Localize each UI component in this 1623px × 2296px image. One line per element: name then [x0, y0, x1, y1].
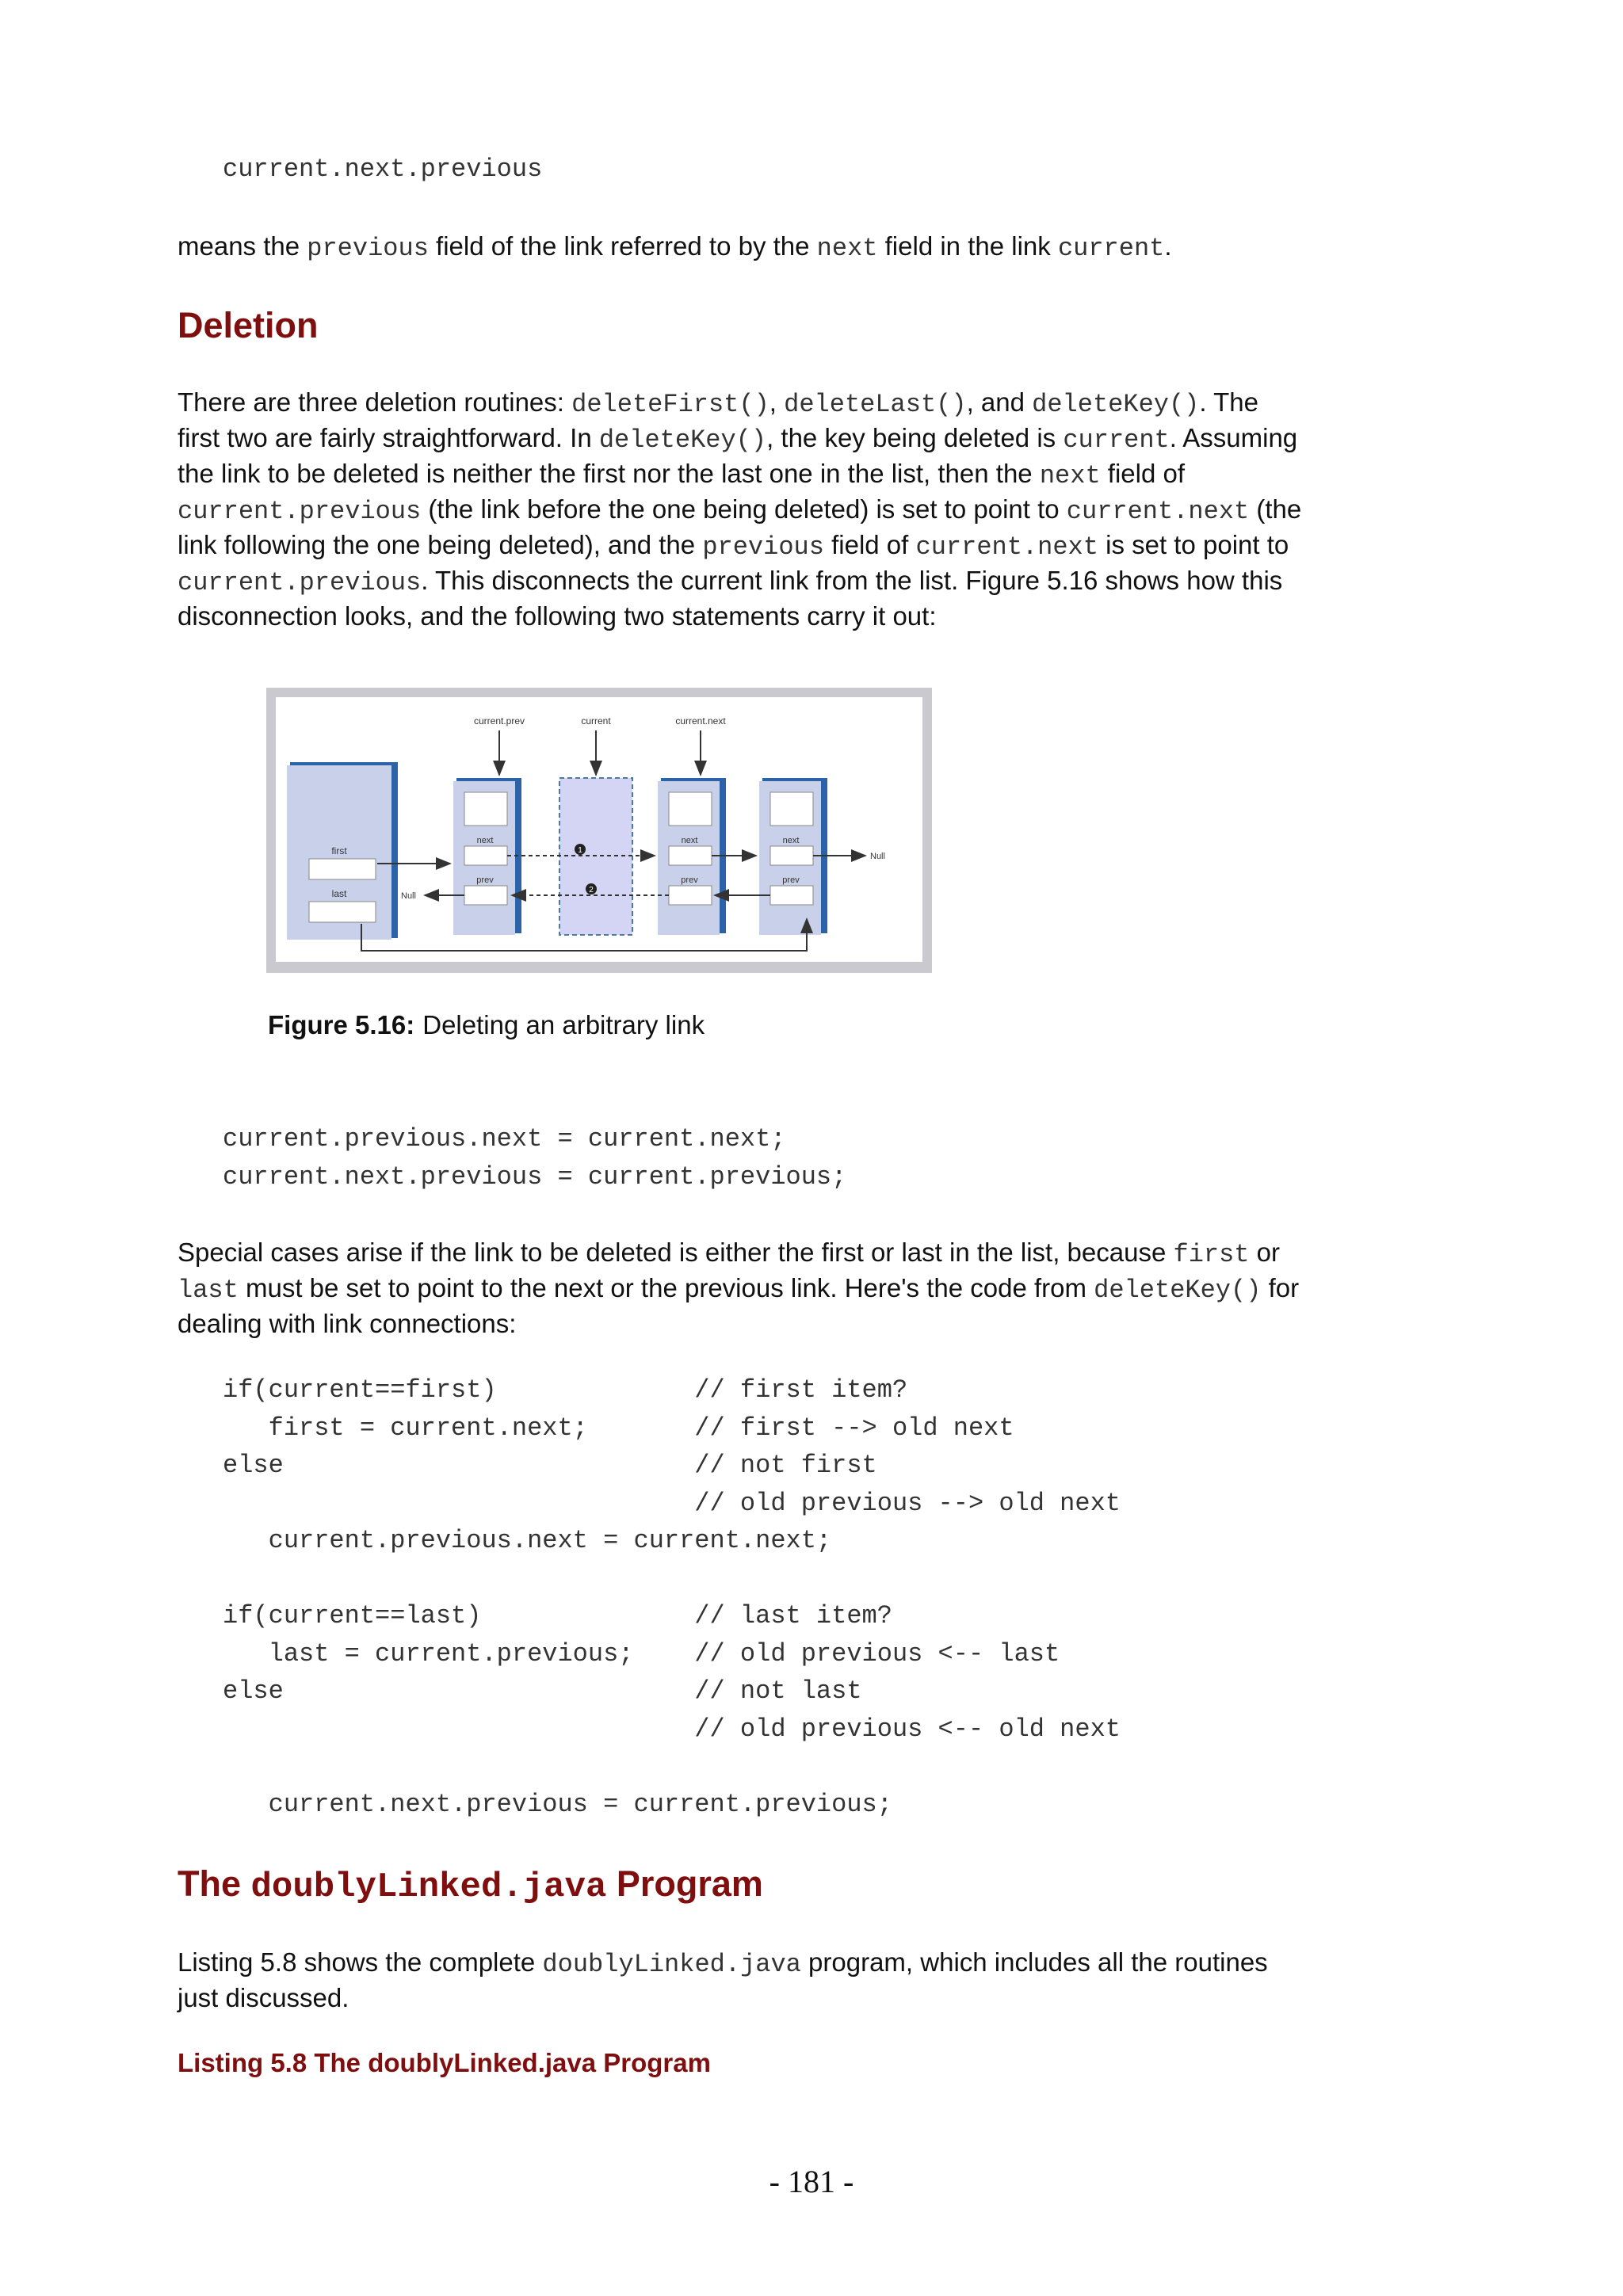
inline-code: current.next — [1066, 497, 1250, 526]
code-block-statements — [223, 1120, 846, 1196]
label-prev: prev — [681, 875, 698, 885]
label-prev: prev — [782, 875, 800, 885]
code-line — [223, 1748, 1121, 1786]
heading-program: The doublyLinked.java Program — [178, 1863, 763, 1907]
inline-code: previous — [702, 532, 824, 562]
label-last: last — [331, 888, 347, 899]
svg-text:1: 1 — [578, 846, 582, 855]
heading-code: doublyLinked.java — [250, 1867, 607, 1907]
code-line: current.next.previous — [223, 154, 543, 184]
code-line: else // not first — [223, 1451, 877, 1480]
inline-code: previous — [307, 234, 429, 263]
inline-code: current.next — [915, 532, 1098, 562]
inline-code: deleteLast() — [784, 390, 967, 419]
paragraph-3: Special cases arise if the link to be deleted is either the first or last in the list, because first or last must be set to point to the next or the previous link. Here's the code from deleteKey() for dealing with link connections: — [178, 1238, 1300, 1338]
code-line: current.previous.next = current.next; — [223, 1124, 786, 1154]
label-current-next: current.next — [675, 715, 726, 727]
code-line — [223, 1560, 1121, 1598]
label-null-right: Null — [870, 852, 885, 861]
inline-code: next — [816, 234, 878, 263]
paragraph-4: Listing 5.8 shows the complete doublyLinked.java program, which includes all the routines just discussed. — [178, 1947, 1268, 2012]
code-line: first = current.next; // first --> old next — [223, 1413, 1014, 1443]
label-first: first — [331, 845, 347, 856]
code-line: current.next.previous = current.previous; — [223, 1161, 847, 1192]
figure-caption — [268, 1010, 705, 1040]
caption-text: Deleting an arbitrary link — [422, 1010, 705, 1039]
inline-code: current — [1057, 234, 1165, 263]
svg-text:2: 2 — [589, 886, 594, 894]
page-number: - 181 - — [769, 2164, 854, 2199]
code-line: // old previous <-- old next — [223, 1714, 1121, 1744]
code-line: // old previous --> old next — [223, 1488, 1121, 1518]
diagram — [266, 688, 932, 973]
code-block-deletekey — [223, 1371, 1121, 1823]
inline-code: doublyLinked.java — [542, 1950, 801, 1979]
paragraph-2: There are three deletion routines: deleteFirst(), deleteLast(), and deleteKey(). The first two are fairly straightforward. In deleteKey(), the key being deleted is current. Assuming the link to be deleted is neither the first nor the last one in the list, then the next field of current.previous (the link before the one being deleted) is set to point to current.next (the link following the one being deleted), and the previous field of current.next is set to point to current.previous. This disconnects the current link from the list. Figure 5.16 shows how this disconnection looks, and the following two statements carry it out: — [178, 387, 1302, 631]
label-current-prev: current.prev — [473, 715, 525, 727]
label-null-left: Null — [401, 891, 416, 901]
code-line: else // not last — [223, 1676, 862, 1706]
label-next: next — [681, 836, 698, 845]
label-current: current — [581, 715, 611, 727]
code-line: if(current==first) // first item? — [223, 1375, 908, 1405]
label-next: next — [476, 836, 494, 845]
code-line: current.next.previous = current.previous; — [223, 1789, 892, 1819]
label-prev: prev — [476, 875, 494, 885]
heading-deletion: Deletion — [178, 305, 319, 345]
code-line: current.previous.next = current.next; — [223, 1526, 832, 1555]
link-node — [453, 778, 521, 935]
inline-code: deleteKey() — [1032, 390, 1200, 419]
figure-deleting-link — [266, 688, 932, 973]
listing-title: Listing 5.8 The doublyLinked.java Program — [178, 2048, 711, 2077]
paragraph-1: means the previous field of the link referred to by the next field in the link current. — [178, 231, 1172, 263]
inline-code: first — [1173, 1240, 1250, 1269]
label-next: next — [782, 836, 800, 845]
code-line: if(current==last) // last item? — [223, 1601, 892, 1630]
inline-code: deleteKey() — [1094, 1276, 1262, 1305]
caption-label: Figure 5.16: — [268, 1010, 415, 1039]
code-line-top — [223, 151, 542, 189]
code-line: last = current.previous; // old previous <-- last — [223, 1638, 1060, 1669]
inline-code: current.previous — [178, 568, 422, 597]
inline-code: next — [1039, 461, 1101, 490]
list-header-box — [287, 762, 398, 940]
inline-code: last — [178, 1276, 239, 1305]
inline-code: deleteFirst() — [571, 390, 769, 419]
inline-code: current — [1063, 425, 1170, 455]
inline-code: deleteKey() — [598, 425, 767, 455]
inline-code: current.previous — [178, 497, 422, 526]
